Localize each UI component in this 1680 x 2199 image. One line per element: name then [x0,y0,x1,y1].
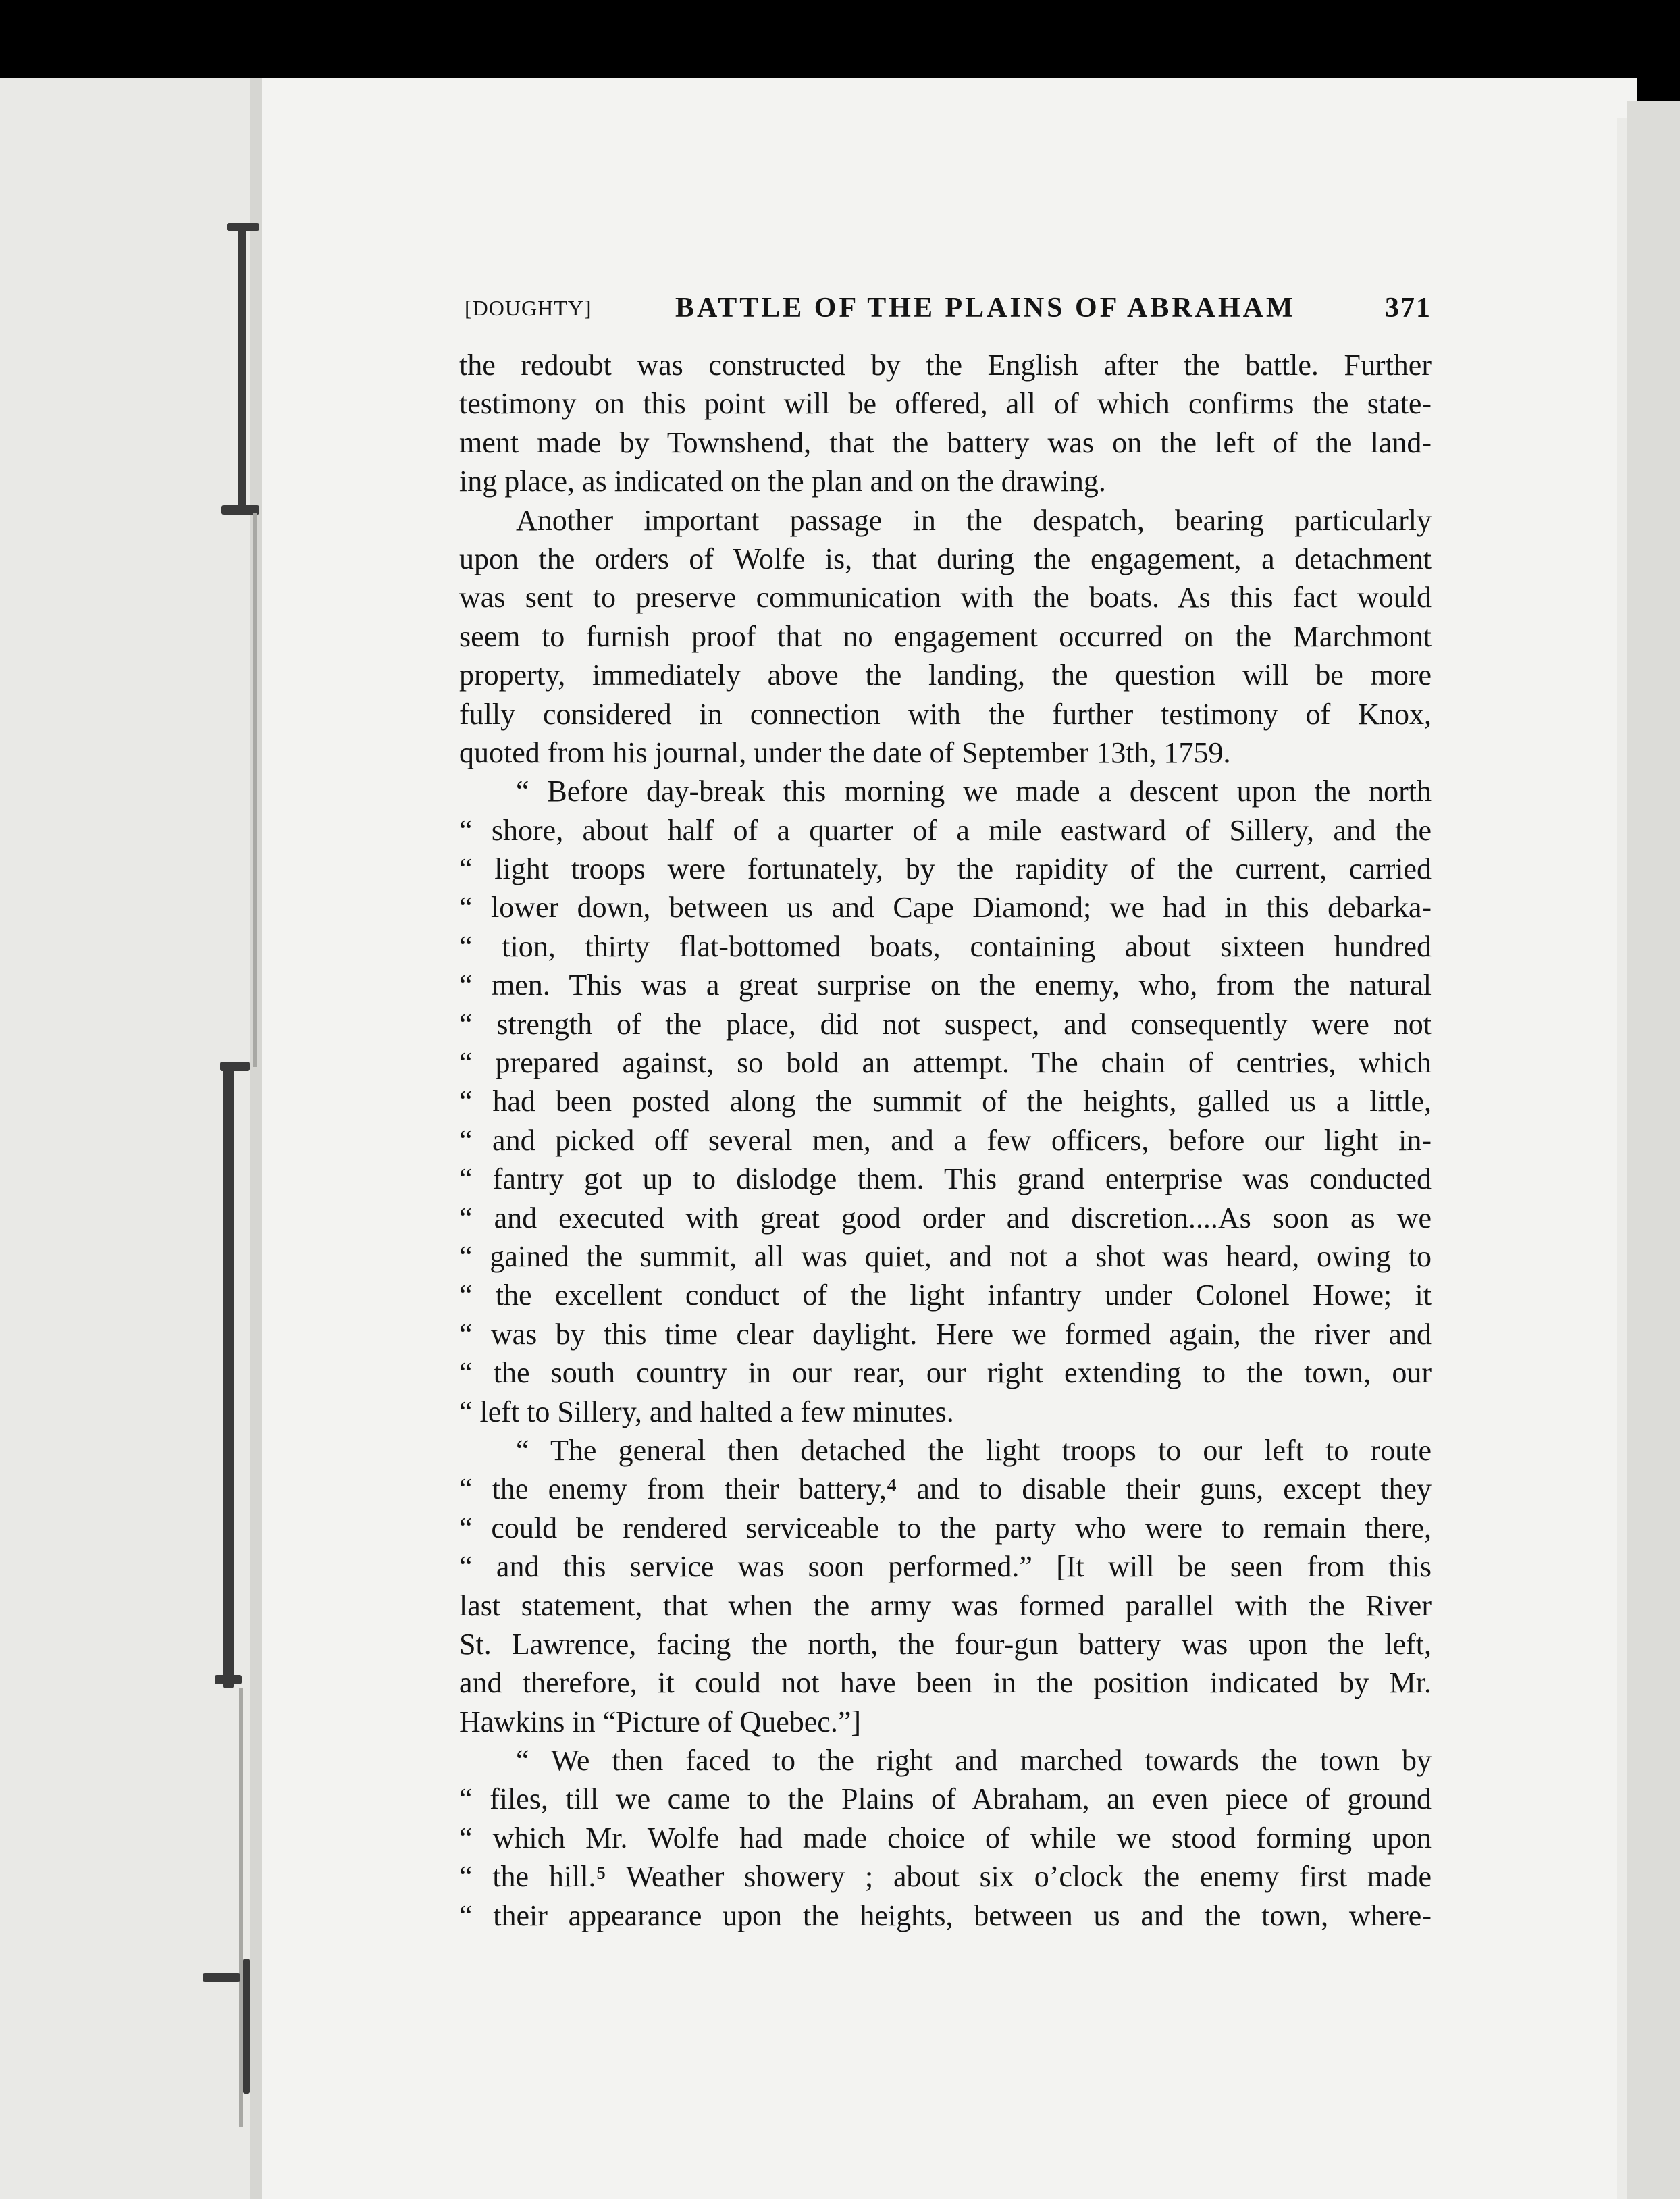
binding-stitch-top [238,223,246,513]
text-line: “ files, till we came to the Plains of Abraham, an even piece of ground [459,1782,1432,1816]
text-line: “ light troops were fortunately, by the rapidity of the current, carried [459,852,1432,886]
text-line: “ and picked off several men, and a few officers, before our light in- [459,1123,1432,1157]
text-line: fully considered in connection with the further testimony of Knox, [459,697,1432,731]
binding-stitch-top-cap [227,223,259,231]
page-text [459,292,1432,1935]
text-line: property, immediately above the landing, the question will be more [459,658,1432,692]
text-line: “ left to Sillery, and halted a few minutes. [459,1395,954,1428]
text-line: ment made by Townshend, that the battery was on the left of the land- [459,425,1432,459]
text-line: “ and this service was soon performed.” [It will be seen from this [459,1550,1432,1584]
page-edge [1627,101,1680,2199]
text-line: ing place, as indicated on the plan and on the drawing. [459,465,1106,498]
text-line: “ We then faced to the right and marched towards the town by [516,1744,1432,1778]
running-head [459,292,1432,346]
binding-stitch-middle [223,1067,234,1688]
text-line: “ shore, about half of a quarter of a mile eastward of Sillery, and the [459,813,1432,847]
binding-stitch-bottom-end [243,1959,250,2094]
text-line: “ the enemy from their battery,⁴ and to disable their guns, except they [459,1472,1432,1506]
body-text [459,346,1432,1935]
text-line: “ which Mr. Wolfe had made choice of while we stood forming upon [459,1821,1432,1855]
text-line: “ lower down, between us and Cape Diamond; we had in this debarka- [459,891,1432,925]
text-line: “ fantry got up to dislodge them. This grand enterprise was conducted [459,1162,1432,1196]
text-line: and therefore, it could not have been in the position indicated by Mr. [459,1666,1432,1700]
binding-stitch-middle-foot [215,1675,242,1684]
text-line: seem to furnish proof that no engagement occurred on the Marchmont [459,619,1432,653]
text-line: upon the orders of Wolfe is, that during the engagement, a detachment [459,542,1432,575]
text-line: “ gained the summit, all was quiet, and not a shot was heard, owing to [459,1239,1432,1273]
text-line: “ and executed with great good order and discretion....As soon as we [459,1201,1432,1235]
text-line: “ was by this time clear daylight. Here we formed again, the river and [459,1317,1432,1351]
text-line: testimony on this point will be offered, all of which confirms the state- [459,387,1432,421]
binding-stitch-middle-cap [220,1062,250,1071]
running-head-title: BATTLE OF THE PLAINS OF ABRAHAM [675,292,1296,324]
page-number: 371 [1385,292,1432,324]
text-line: quoted from his journal, under the date of September 13th, 1759. [459,735,1231,769]
text-line: the redoubt was constructed by the English after the battle. Further [459,348,1432,382]
gutter-shadow [250,78,262,2199]
text-line: last statement, that when the army was formed parallel with the River [459,1588,1432,1622]
text-line: Hawkins in “Picture of Quebec.”] [459,1705,862,1738]
text-line: “ had been posted along the summit of the heights, galled us a little, [459,1085,1432,1118]
text-line: “ the south country in our rear, our right extending to the town, our [459,1356,1432,1390]
text-line: “ Before day-break this morning we made a descent upon the north [516,775,1432,808]
text-line: St. Lawrence, facing the north, the four-gun battery was upon the left, [459,1627,1432,1661]
running-head-author: [DOUGHTY] [465,296,592,320]
text-line: “ The general then detached the light troops to our left to route [516,1433,1432,1467]
text-line: “ men. This was a great surprise on the enemy, who, from the natural [459,968,1432,1002]
text-line: “ the hill.⁵ Weather showery ; about six o’clock the enemy first made [459,1860,1432,1894]
text-line: “ strength of the place, did not suspect, and consequently were not [459,1007,1432,1041]
text-line: “ the excellent conduct of the light infantry under Colonel Howe; it [459,1278,1432,1312]
page-edge-inner [1617,118,1628,2199]
text-line: was sent to preserve communication with the boats. As this fact would [459,581,1432,615]
binding-fold-upper [253,513,257,1067]
text-line: “ prepared against, so bold an attempt. The chain of centries, which [459,1046,1432,1080]
binding-gutter [0,78,260,2199]
text-line: “ tion, thirty flat-bottomed boats, containing about sixteen hundred [459,929,1432,963]
binding-stitch-bottom [203,1973,240,1982]
text-line: Another important passage in the despatch, bearing particularly [516,503,1432,537]
text-line: “ could be rendered serviceable to the party who were to remain there, [459,1511,1432,1545]
text-line: “ their appearance upon the heights, between us and the town, where- [459,1898,1432,1932]
